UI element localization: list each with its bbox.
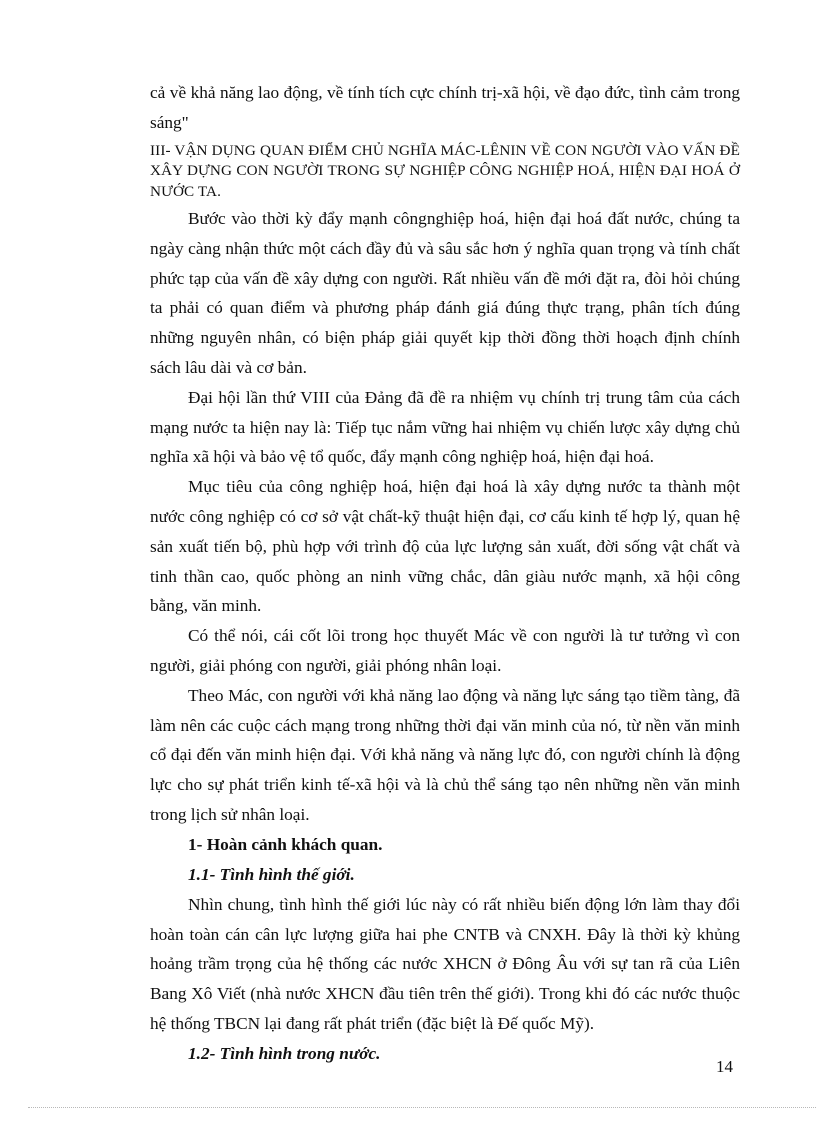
paragraph-world-situation: Nhìn chung, tình hình thế giới lúc này có rất nhiều biến động lớn làm thay đổi hoàn toàn cán cân lực lượng giữa hai phe CNTB và CNXH. Đây là thời kỳ khủng hoảng trầm trọng của hệ thống các nước XHCN ở Đông Âu với sự tan rã của Liên Bang Xô Viết (nhà nước XHCN đầu tiên trên thế giới). Trong khi đó các nước thuộc hệ thống TBCN lại đang rất phát triển (đặc biệt là Đế quốc Mỹ). [150,894,740,1034]
subsection-world-situation: 1.1- Tình hình thế giới. [188,864,355,884]
subsection-objective-circumstances: 1- Hoàn cảnh khách quan. [188,834,383,854]
paragraph-industrialization-context: Bước vào thời kỳ đẩy mạnh côngnghiệp hoá, hiện đại hoá đất nước, chúng ta ngày càng nhận thức một cách đầy đủ và sâu sắc hơn ý nghĩa quan trọng và tính chất phức tạp của vấn đề xây dựng con người. Rất nhiều vấn đề mới đặt ra, đòi hỏi chúng ta phải có quan điểm và phương pháp đánh giá đúng thực trạng, phân tích đúng những nguyên nhân, có biện pháp giải quyết kịp thời đồng thời hoạch định chính sách lâu dài và cơ bản. [150,209,740,378]
paragraph-marx-human-potential: Theo Mác, con người với khả năng lao động và năng lực sáng tạo tiềm tàng, đã làm nên các cuộc cách mạng trong những thời đại văn minh của nó, từ nền văn minh cổ đại đến văn minh hiện đại. Với khả năng và năng lực đó, con người chính là động lực cho sự phát triển kinh tế-xã hội và là chủ thể sáng tạo nên những nền văn minh trong lịch sử nhân loại. [150,685,740,825]
paragraph-industrialization-goals: Mục tiêu của công nghiệp hoá, hiện đại hoá là xây dựng nước ta thành một nước công nghiệp có cơ sở vật chất-kỹ thuật hiện đại, cơ cấu kinh tế hợp lý, quan hệ sản xuất tiến bộ, phù hợp với trình độ của lực lượng sản xuất, đời sống vật chất và tinh thần cao, quốc phòng an ninh vững chắc, dân giàu nước mạnh, xã hội công bằng, văn minh. [150,477,740,616]
opening-paragraph: cả về khả năng lao động, về tính tích cực chính trị-xã hội, về đạo đức, tình cảm trong sáng" [150,83,740,132]
section-heading: III- VẬN DỤNG QUAN ĐIỂM CHỦ NGHĨA MÁC-LÊNIN VỀ CON NGƯỜI VÀO VẤN ĐỀ XÂY DỰNG CON NGƯỜI TRONG SỰ NGHIỆP CÔNG NGHIỆP HOÁ, HIỆN ĐẠI HOÁ Ở NƯỚC TA. [150,141,740,200]
paragraph-eighth-congress: Đại hội lần thứ VIII của Đảng đã đề ra nhiệm vụ chính trị trung tâm của cách mạng nước ta hiện nay là: Tiếp tục nắm vững hai nhiệm vụ chiến lược xây dựng chủ nghĩa xã hội và bảo vệ tổ quốc, đẩy mạnh công nghiệp hoá, hiện đại hoá. [150,387,740,467]
document-page [150,78,740,1069]
subsection-domestic-situation: 1.2- Tình hình trong nước. [188,1043,381,1063]
page-bottom-divider [28,1107,816,1108]
page-number: 14 [716,1057,733,1076]
paragraph-marx-core-idea: Có thể nói, cái cốt lõi trong học thuyết Mác về con người là tư tưởng vì con người, giải phóng con người, giải phóng nhân loại. [150,626,740,676]
